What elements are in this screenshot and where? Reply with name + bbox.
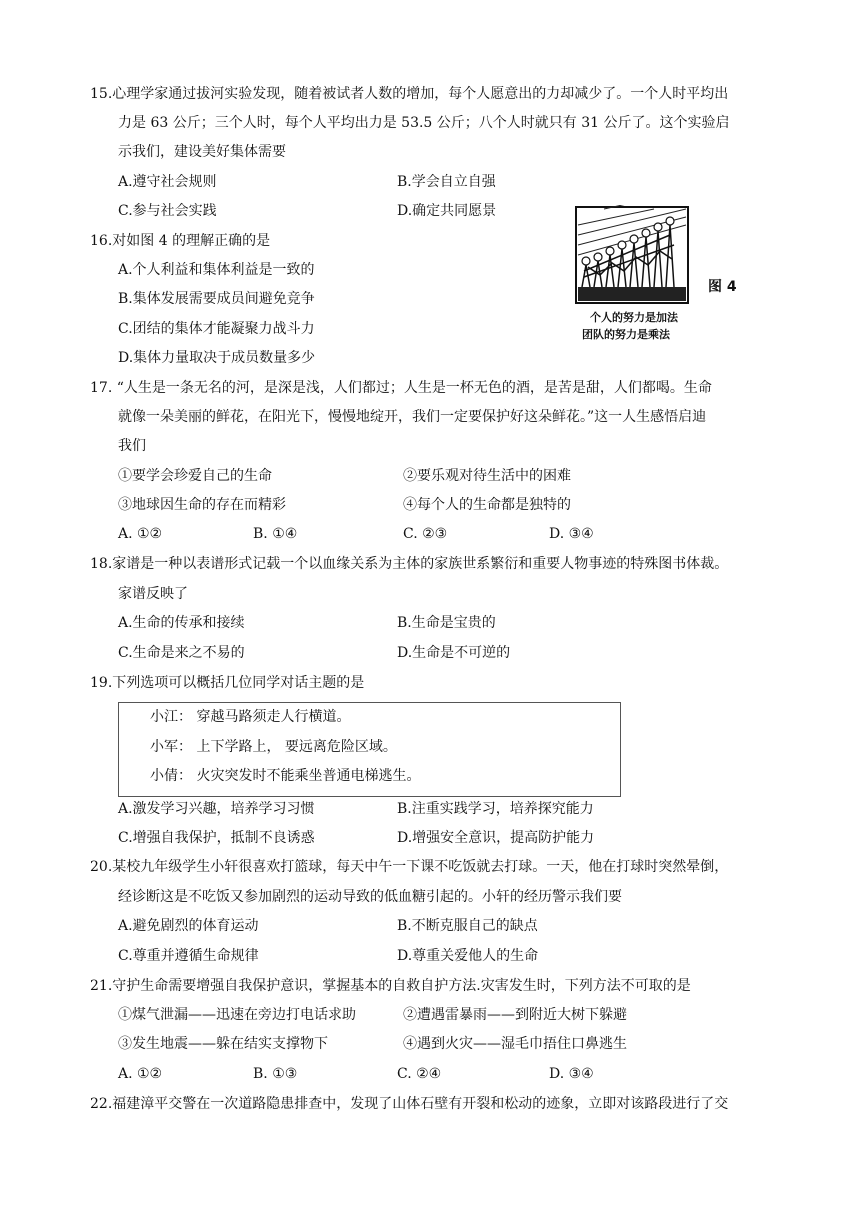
q19-option-b: B.注重实践学习，培养探究能力 bbox=[397, 801, 594, 817]
q21-option-a: A. ①② bbox=[118, 1066, 163, 1082]
q21-stem: 21.守护生命需要增强自我保护意识，掌握基本的自救自护方法.灾害发生时，下列方法不可取的是 bbox=[90, 978, 691, 994]
q18-option-c: C.生命是来之不易的 bbox=[118, 645, 245, 661]
q19-option-c: C.增强自我保护，抵制不良诱惑 bbox=[118, 830, 315, 846]
figure-4-caption-line2: 团队的努力是乘法 bbox=[582, 328, 670, 341]
q15-stem-line2: 力是 63 公斤；三个人时，每个人平均出力是 53.5 公斤；八个人时就只有 31 公斤了。这个实验启 bbox=[118, 115, 730, 131]
q19-dialog-line-2: 小军： 上下学路上， 要远离危险区域。 bbox=[150, 739, 397, 755]
q15-stem-line3: 示我们，建设美好集体需要 bbox=[118, 144, 286, 160]
q17-option-a: A. ①② bbox=[118, 526, 163, 542]
q21-option-b: B. ①③ bbox=[253, 1066, 298, 1082]
q15-stem-line1: 15.心理学家通过拔河实验发现，随着被试者人数的增加，每个人愿意出的力却减少了。一个人时平均出 bbox=[90, 86, 729, 102]
q20-option-b: B.不断克服自己的缺点 bbox=[397, 918, 538, 934]
q17-stem-line3: 我们 bbox=[118, 438, 146, 454]
figure-4-label: 图 4 bbox=[708, 279, 737, 295]
q15-option-c: C.参与社会实践 bbox=[118, 203, 217, 219]
q20-stem-line1: 20.某校九年级学生小轩很喜欢打篮球，每天中午一下课不吃饭就去打球。一天，他在打球时突然晕倒， bbox=[90, 859, 729, 875]
q17-statement-2: ②要乐观对待生活中的困难 bbox=[403, 468, 571, 484]
q15-option-b: B.学会自立自强 bbox=[397, 174, 496, 190]
q19-option-a: A.激发学习兴趣，培养学习习惯 bbox=[118, 801, 315, 817]
q20-stem-line2: 经诊断这是不吃饭又参加剧烈的运动导致的低血糖引起的。小轩的经历警示我们要 bbox=[118, 889, 622, 905]
q21-statement-4: ④遇到火灾——湿毛巾捂住口鼻逃生 bbox=[403, 1036, 627, 1052]
q18-option-d: D.生命是不可逆的 bbox=[397, 645, 511, 661]
q17-option-d: D. ③④ bbox=[549, 526, 594, 542]
q16-option-c: C.团结的集体才能凝聚力战斗力 bbox=[118, 321, 315, 337]
q18-stem-line1: 18.家谱是一种以表谱形式记载一个以血缘关系为主体的家族世系繁衍和重要人物事迹的特殊图书体裁。 bbox=[90, 556, 729, 572]
q16-option-b: B.集体发展需要成员间避免竞争 bbox=[118, 291, 315, 307]
q18-option-a: A.生命的传承和接续 bbox=[118, 615, 245, 631]
q17-stem-line2: 就像一朵美丽的鲜花，在阳光下，慢慢地绽开，我们一定要保护好这朵鲜花。”这一人生感悟启迪 bbox=[118, 409, 707, 425]
q19-stem: 19.下列选项可以概括几位同学对话主题的是 bbox=[90, 675, 365, 691]
q17-statement-3: ③地球因生命的存在而精彩 bbox=[118, 497, 286, 513]
q22-stem-line1: 22.福建漳平交警在一次道路隐患排查中，发现了山体石壁有开裂和松动的迹象，立即对该路段进行了交 bbox=[90, 1096, 729, 1112]
q17-statement-1: ①要学会珍爱自己的生命 bbox=[118, 468, 272, 484]
q15-option-d: D.确定共同愿景 bbox=[397, 203, 497, 219]
q18-option-b: B.生命是宝贵的 bbox=[397, 615, 496, 631]
q19-option-d: D.增强安全意识，提高防护能力 bbox=[397, 830, 595, 846]
q20-option-a: A.避免剧烈的体育运动 bbox=[118, 918, 259, 934]
figure-4-caption-line1: 个人的努力是加法 bbox=[590, 311, 678, 324]
q21-option-d: D. ③④ bbox=[549, 1066, 594, 1082]
q17-option-c: C. ②③ bbox=[403, 526, 448, 542]
q20-option-c: C.尊重并遵循生命规律 bbox=[118, 948, 259, 964]
q21-statement-1: ①煤气泄漏——迅速在旁边打电话求助 bbox=[118, 1007, 356, 1023]
q17-option-b: B. ①④ bbox=[253, 526, 298, 542]
q16-option-a: A.个人利益和集体利益是一致的 bbox=[118, 262, 315, 278]
q15-option-a: A.遵守社会规则 bbox=[118, 174, 217, 190]
q19-dialog-line-1: 小江： 穿越马路须走人行横道。 bbox=[150, 709, 351, 725]
q21-option-c: C. ②④ bbox=[397, 1066, 442, 1082]
q17-statement-4: ④每个人的生命都是独特的 bbox=[403, 497, 571, 513]
q21-statement-2: ②遭遇雷暴雨——到附近大树下躲避 bbox=[403, 1007, 627, 1023]
q16-stem: 16.对如图 4 的理解正确的是 bbox=[90, 233, 271, 249]
q18-stem-line2: 家谱反映了 bbox=[118, 586, 188, 602]
q21-statement-3: ③发生地震——躲在结实支撑物下 bbox=[118, 1036, 328, 1052]
q20-option-d: D.尊重关爱他人的生命 bbox=[397, 948, 539, 964]
q16-option-d: D.集体力量取决于成员数量多少 bbox=[118, 350, 316, 366]
q17-stem-line1: 17. “人生是一条无名的河，是深是浅，人们都过；人生是一杯无色的酒，是苦是甜，人们都喝。生命 bbox=[90, 380, 712, 396]
q19-dialog-line-3: 小倩： 火灾突发时不能乘坐普通电梯逃生。 bbox=[150, 768, 421, 784]
